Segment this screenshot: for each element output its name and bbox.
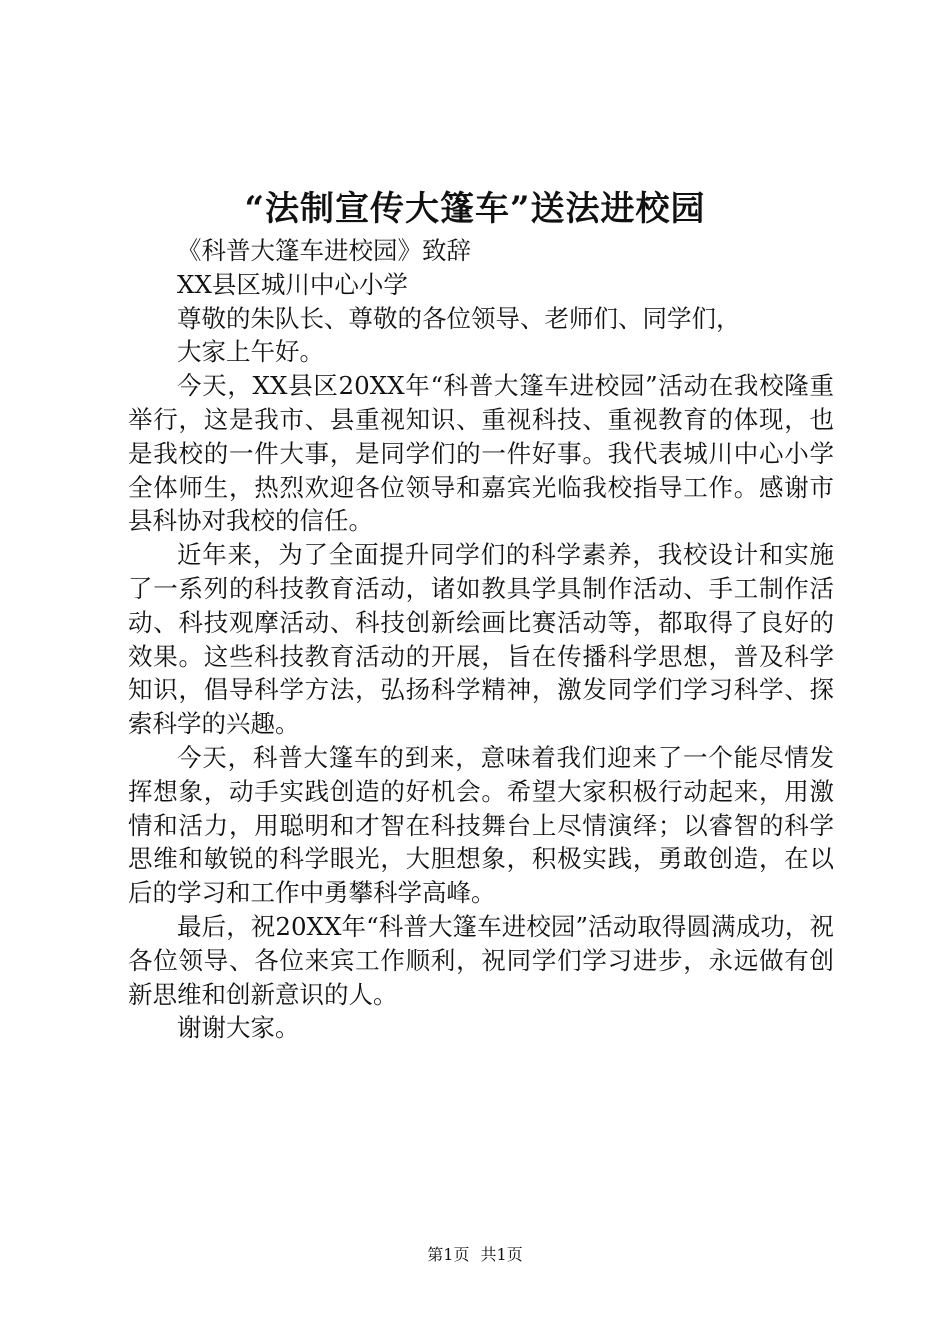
document-title: “法制宣传大篷车”送法进校园 [244, 189, 706, 229]
paragraph-closing: 最后，祝20XX年“科普大篷车进校园”活动取得圆满成功，祝各位领导、各位来宾工作顺利，祝同学们学习进步，永远做有创新思维和创新意识的人。 [128, 911, 834, 1009]
document-body [128, 234, 834, 1045]
page-number: 第1页 [427, 1245, 470, 1264]
paragraph-opening: 今天，XX县区20XX年“科普大篷车进校园”活动在我校隆重举行，这是我市、县重视知识、重视科技、重视教育的体现，也是我校的一件大事，是同学们的一件好事。我代表城川中心小学全体师生，热烈欢迎各位领导和嘉宾光临我校指导工作。感谢市县科协对我校的信任。 [128, 371, 834, 536]
school-name: XX县区城川中心小学 [177, 269, 408, 299]
page-footer [0, 1244, 950, 1266]
speech-heading: 《科普大篷车进校园》致辞 [177, 236, 471, 265]
thanks-line: 谢谢大家。 [177, 1013, 300, 1043]
page-total: 共1页 [480, 1245, 523, 1264]
paragraph-encouragement: 今天，科普大篷车的到来，意味着我们迎来了一个能尽情发挥想象，动手实践创造的好机会。希望大家积极行动起来，用激情和活力，用聪明和才智在科技舞台上尽情演绎；以睿智的科学思维和敏锐的科学眼光，大胆想象，积极实践，勇敢创造，在以后的学习和工作中勇攀科学高峰。 [128, 742, 834, 908]
greeting: 大家上午好。 [177, 337, 324, 367]
salutation: 尊敬的朱队长、尊敬的各位领导、老师们、同学们， [177, 303, 741, 333]
paragraph-activities: 近年来，为了全面提升同学们的科学素养，我校设计和实施了一系列的科技教育活动，诸如教具学具制作活动、手工制作活动、科技观摩活动、科技创新绘画比赛活动等，都取得了良好的效果。这些科技教育活动的开展，旨在传播科学思想，普及科学知识，倡导科学方法，弘扬科学精神，激发同学们学习科学、探索科学的兴趣。 [128, 540, 834, 739]
